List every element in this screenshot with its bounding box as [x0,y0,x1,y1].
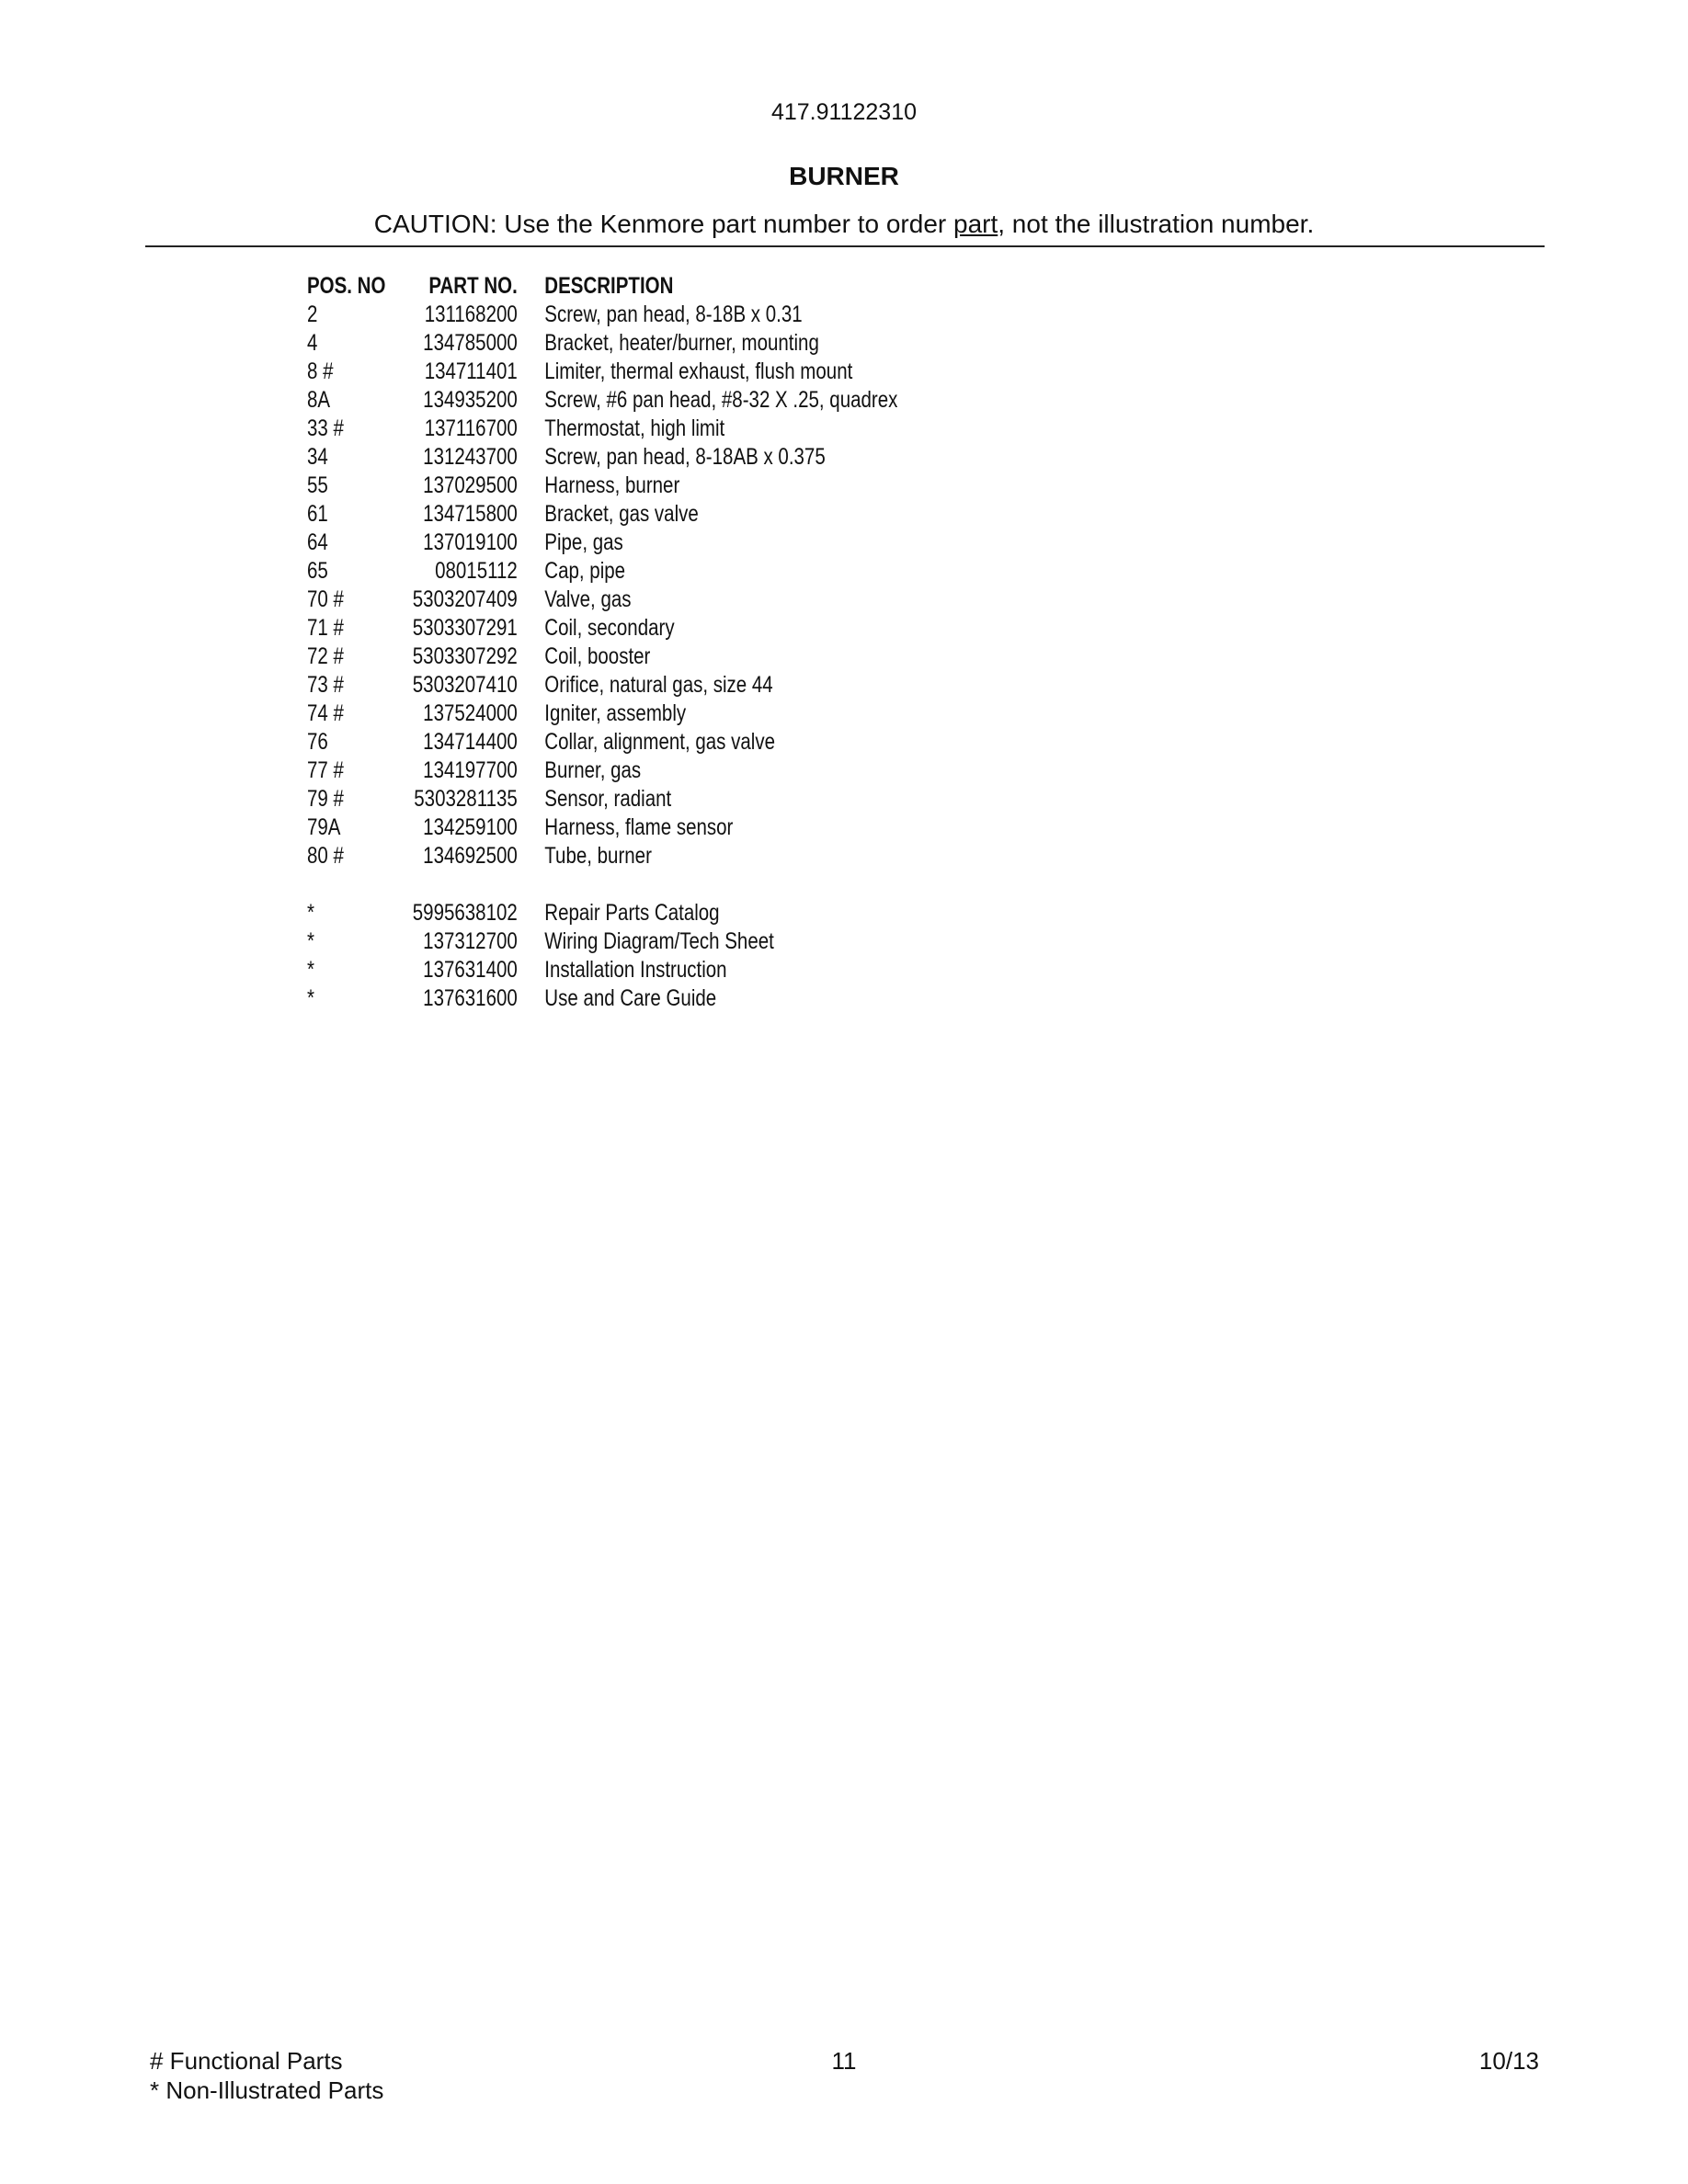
part-number-cell: 134935200 [423,387,518,413]
pos-cell: 74 # [307,700,344,726]
pos-cell: 34 [307,444,328,470]
description-cell: Thermostat, high limit [544,415,725,441]
pos-cell: * [307,985,314,1011]
legend-functional-parts: # Functional Parts [150,2047,343,2075]
table-row [307,785,897,813]
description-cell: Valve, gas [544,586,632,612]
caution-text-suffix: , not the illustration number. [998,210,1315,238]
pos-cell: 8A [307,387,331,413]
part-number-cell: 5303207410 [412,672,518,698]
table-row [307,614,897,643]
part-number-cell: 137631400 [423,957,518,983]
pos-cell: 61 [307,501,328,527]
pos-cell: 65 [307,558,328,584]
footer-legend [150,2046,383,2105]
pos-cell: 2 [307,301,318,327]
part-number-cell: 137019100 [423,529,518,555]
description-cell: Installation Instruction [544,957,727,983]
caution-notice [0,210,1688,239]
description-cell: Bracket, gas valve [544,501,699,527]
part-number-cell: 5303307291 [412,615,518,641]
pos-cell: 70 # [307,586,344,612]
pos-cell: 64 [307,529,328,555]
part-number-cell: 137116700 [424,415,518,441]
pos-cell: * [307,900,314,926]
pos-cell: 76 [307,729,328,755]
table-row [307,329,897,358]
column-header-description: DESCRIPTION [544,273,674,299]
table-row [307,472,897,500]
non-illustrated-rows [307,899,897,1013]
pos-cell: 73 # [307,672,344,698]
page-number: 11 [831,2047,857,2075]
pos-cell: * [307,957,314,983]
pos-cell: 72 # [307,643,344,669]
description-cell: Tube, burner [544,843,652,869]
table-row [307,529,897,557]
part-number-cell: 131243700 [423,444,518,470]
pos-cell: 71 # [307,615,344,641]
column-header-part-no: PART NO. [428,273,518,299]
pos-cell: 4 [307,330,318,356]
parts-table [307,272,897,1013]
legend-non-illustrated-parts: * Non-Illustrated Parts [150,2076,384,2104]
description-cell: Wiring Diagram/Tech Sheet [544,928,774,954]
description-cell: Cap, pipe [544,558,626,584]
part-number-cell: 5303281135 [414,786,518,812]
table-header-row [307,272,897,301]
column-header-pos-no: POS. NO [307,273,386,299]
part-number-cell: 5303307292 [412,643,518,669]
table-row [307,927,897,956]
pos-cell: 55 [307,472,328,498]
description-cell: Burner, gas [544,757,642,783]
pos-cell: 8 # [307,358,334,384]
revision-date: 10/13 [1478,2047,1539,2075]
pos-cell: 79 # [307,786,344,812]
part-number-cell: 134715800 [423,501,518,527]
part-number-cell: 08015112 [435,558,518,584]
parts-rows [307,301,897,870]
part-number-cell: 137312700 [423,928,518,954]
description-cell: Bracket, heater/burner, mounting [544,330,819,356]
description-cell: Screw, pan head, 8-18AB x 0.375 [544,444,826,470]
pos-cell: 77 # [307,757,344,783]
description-cell: Collar, alignment, gas valve [544,729,775,755]
table-row [307,756,897,785]
table-row [307,700,897,728]
part-number-cell: 137524000 [423,700,518,726]
table-row [307,899,897,927]
table-row [307,301,897,329]
table-row [307,643,897,671]
model-number: 417.91122310 [770,99,918,125]
description-cell: Use and Care Guide [544,985,717,1011]
description-cell: Igniter, assembly [544,700,687,726]
table-row [307,984,897,1013]
header-divider [145,245,1545,247]
part-number-cell: 134692500 [423,843,518,869]
description-cell: Coil, secondary [544,615,675,641]
description-cell: Harness, flame sensor [544,814,734,840]
description-cell: Harness, burner [544,472,680,498]
description-cell: Pipe, gas [544,529,623,555]
table-row [307,956,897,984]
part-number-cell: 5303207409 [412,586,518,612]
section-title: BURNER [789,162,899,190]
table-row [307,500,897,529]
part-number-cell: 134785000 [423,330,518,356]
caution-text-prefix: CAUTION: Use the Kenmore part number to order [373,210,953,238]
caution-text-underlined: part [953,210,998,238]
part-number-cell: 134711401 [424,358,518,384]
pos-cell: 80 # [307,843,344,869]
table-row [307,728,897,756]
description-cell: Coil, booster [544,643,651,669]
description-cell: Screw, pan head, 8-18B x 0.31 [544,301,803,327]
description-cell: Limiter, thermal exhaust, flush mount [544,358,853,384]
table-row [307,415,897,443]
pos-cell: 79A [307,814,341,840]
description-cell: Sensor, radiant [544,786,672,812]
table-row [307,842,897,870]
table-row [307,443,897,472]
table-row [307,813,897,842]
description-cell: Repair Parts Catalog [544,900,720,926]
part-number-cell: 134259100 [423,814,518,840]
part-number-cell: 131168200 [424,301,518,327]
part-number-cell: 5995638102 [412,900,518,926]
table-row [307,358,897,386]
part-number-cell: 137631600 [423,985,518,1011]
pos-cell: * [307,928,314,954]
part-number-cell: 137029500 [423,472,518,498]
part-number-cell: 134714400 [423,729,518,755]
table-row [307,671,897,700]
description-cell: Orifice, natural gas, size 44 [544,672,773,698]
pos-cell: 33 # [307,415,344,441]
description-cell: Screw, #6 pan head, #8-32 X .25, quadrex [544,387,898,413]
table-row [307,586,897,614]
table-row [307,557,897,586]
table-row [307,386,897,415]
part-number-cell: 134197700 [423,757,518,783]
